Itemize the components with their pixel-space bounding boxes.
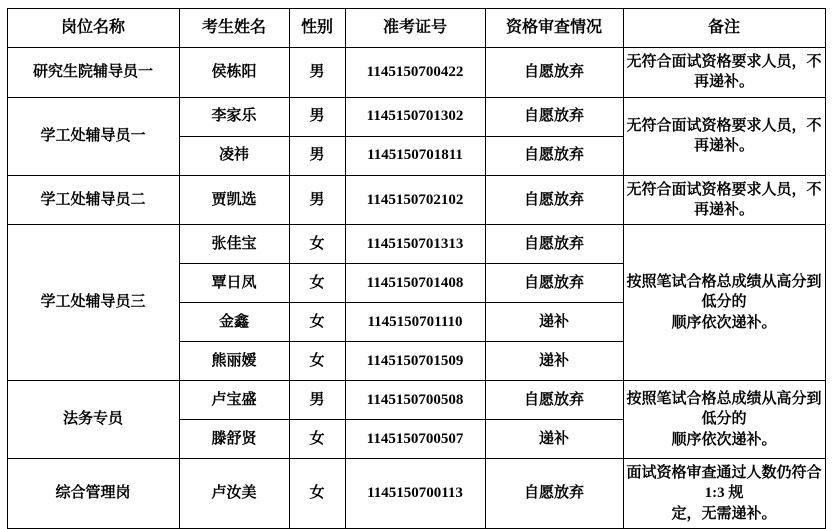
table-row: [7, 459, 825, 529]
column-header-qualification-status: 资格审查情况: [485, 9, 623, 48]
column-header-gender: 性别: [289, 9, 345, 48]
cell-name: 贾凯选: [179, 175, 289, 225]
remark-line: 按照笔试合格总成绩从高分到低分的: [626, 274, 822, 311]
cell-name: 侯栋阳: [179, 48, 289, 98]
remark-line: 按照笔试合格总成绩从高分到低分的: [626, 391, 822, 428]
cell-name: 金鑫: [179, 303, 289, 342]
table-header: [7, 9, 825, 48]
cell-gender: 女: [289, 420, 345, 459]
table-header-row: [7, 9, 825, 48]
cell-exam-code: 1145150700422: [345, 48, 485, 98]
cell-name: 张佳宝: [179, 225, 289, 264]
cell-remark: [623, 459, 825, 529]
table-row: [7, 175, 825, 225]
qualification-review-table: [7, 8, 826, 529]
cell-post: 综合管理岗: [7, 459, 179, 529]
cell-name: 卢宝盛: [179, 381, 289, 420]
cell-gender: 男: [289, 175, 345, 225]
cell-remark: [623, 97, 825, 175]
cell-qualification-status: 自愿放弃: [485, 175, 623, 225]
cell-exam-code: 1145150701313: [345, 225, 485, 264]
cell-gender: 女: [289, 303, 345, 342]
cell-exam-code: 1145150702102: [345, 175, 485, 225]
cell-qualification-status: 自愿放弃: [485, 225, 623, 264]
cell-qualification-status: 自愿放弃: [485, 48, 623, 98]
cell-exam-code: 1145150700507: [345, 420, 485, 459]
cell-name: 滕舒贤: [179, 420, 289, 459]
remark-line: 顺序依次递补。: [671, 431, 777, 448]
column-header-name: 考生姓名: [179, 9, 289, 48]
cell-qualification-status: 递补: [485, 420, 623, 459]
cell-gender: 男: [289, 136, 345, 175]
cell-post: 研究生院辅导员一: [7, 48, 179, 98]
cell-exam-code: 1145150701811: [345, 136, 485, 175]
column-header-post: 岗位名称: [7, 9, 179, 48]
cell-post: 法务专员: [7, 381, 179, 459]
cell-exam-code: 1145150701509: [345, 342, 485, 381]
cell-remark: [623, 48, 825, 98]
cell-qualification-status: 递补: [485, 342, 623, 381]
cell-post: 学工处辅导员一: [7, 97, 179, 175]
remark-line: 无符合面试资格要求人员，不再递补。: [626, 117, 822, 154]
cell-name: 覃日凤: [179, 264, 289, 303]
cell-post: 学工处辅导员二: [7, 175, 179, 225]
table-row: [7, 48, 825, 98]
cell-exam-code: 1145150700113: [345, 459, 485, 529]
remark-line: 无符合面试资格要求人员，不再递补。: [626, 181, 822, 218]
cell-gender: 女: [289, 342, 345, 381]
cell-gender: 男: [289, 97, 345, 136]
cell-remark: [623, 225, 825, 381]
table-row: [7, 381, 825, 420]
column-header-remark: 备注: [623, 9, 825, 48]
cell-qualification-status: 递补: [485, 303, 623, 342]
cell-qualification-status: 自愿放弃: [485, 97, 623, 136]
cell-qualification-status: 自愿放弃: [485, 381, 623, 420]
cell-exam-code: 1145150701408: [345, 264, 485, 303]
cell-qualification-status: 自愿放弃: [485, 459, 623, 529]
cell-qualification-status: 自愿放弃: [485, 136, 623, 175]
cell-remark: [623, 175, 825, 225]
cell-exam-code: 1145150701302: [345, 97, 485, 136]
table-body: [7, 48, 825, 529]
cell-gender: 男: [289, 381, 345, 420]
cell-gender: 男: [289, 48, 345, 98]
remark-line: 顺序依次递补。: [671, 314, 777, 331]
cell-post: 学工处辅导员三: [7, 225, 179, 381]
cell-exam-code: 1145150700508: [345, 381, 485, 420]
cell-gender: 女: [289, 225, 345, 264]
remark-line: 无符合面试资格要求人员，不再递补。: [626, 54, 822, 91]
cell-name: 李家乐: [179, 97, 289, 136]
remark-line: 面试资格审查通过人数仍符合 1:3 规: [626, 465, 822, 502]
cell-exam-code: 1145150701110: [345, 303, 485, 342]
column-header-exam-code: 准考证号: [345, 9, 485, 48]
cell-name: 卢汝美: [179, 459, 289, 529]
table-row: [7, 225, 825, 264]
cell-gender: 女: [289, 264, 345, 303]
cell-gender: 女: [289, 459, 345, 529]
cell-qualification-status: 自愿放弃: [485, 264, 623, 303]
table-row: [7, 97, 825, 136]
remark-line: 定，无需递补。: [671, 505, 777, 522]
cell-name: 凌祎: [179, 136, 289, 175]
cell-name: 熊丽嫒: [179, 342, 289, 381]
cell-remark: [623, 381, 825, 459]
